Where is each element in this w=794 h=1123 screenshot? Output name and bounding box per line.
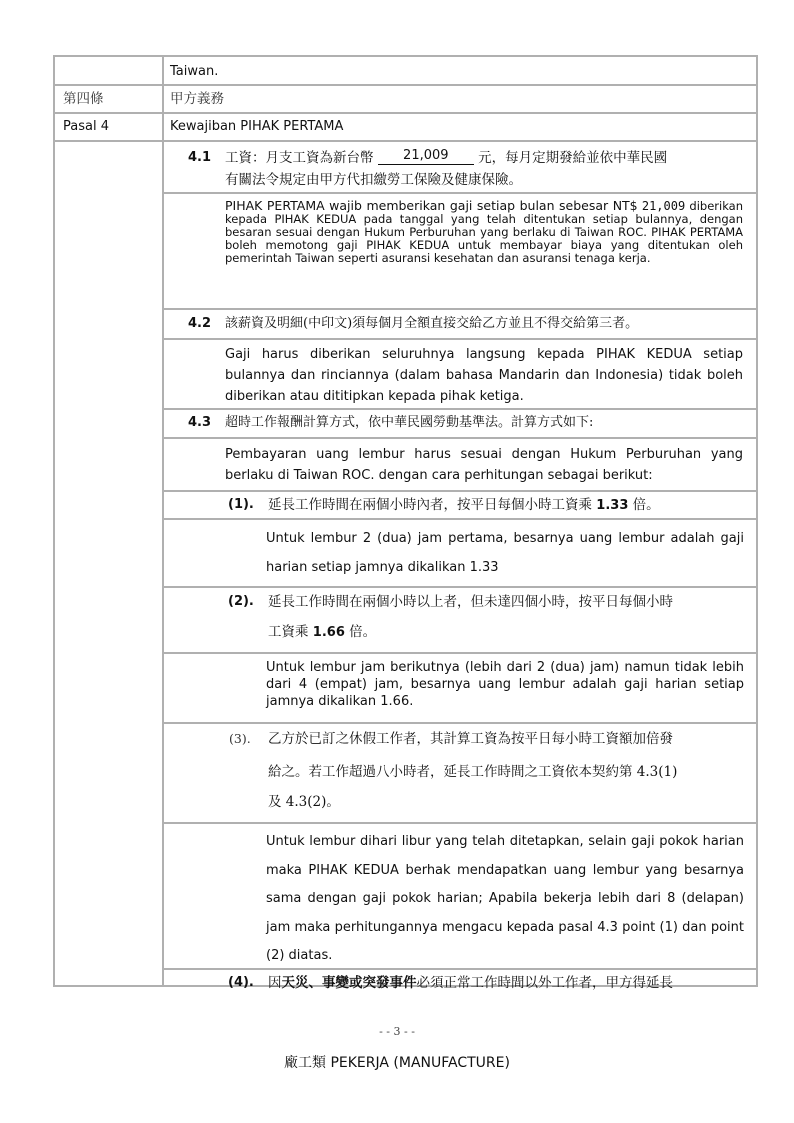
- sub-clause-2-cn-line2: [268, 624, 376, 641]
- row-divider: [164, 822, 756, 824]
- sub-clause-3-id: Untuk lembur dihari libur yang telah ditetapkan, selain gaji pokok harian maka PIHAK KEDUA berhak mendapatkan uang lembur yang besarnya sama dengan gaji pokok harian; Apabila bekerja lebih dari 8 (delapan) jam maka perhitungannya mengacu kepada pasal 4.3 point (1) dan point (2) diatas.: [266, 834, 744, 963]
- clause-4-1-cn-line2: 有關法令規定由甲方代扣繳勞工保險及健康保險。: [225, 172, 522, 188]
- clause-4-1-cn-line1: [225, 150, 667, 168]
- clause-number: 4.1: [188, 150, 212, 165]
- sub-clause-2-id: Untuk lembur jam berikutnya (lebih dari 2 (dua) jam) namun tidak lebih dari 4 (empat) jam, besarnya uang lembur adalah gaji harian setiap jamnya dikalikan 1.66.: [266, 660, 744, 709]
- sub-clause-3-cn-line1: 乙方於已訂之休假工作者，其計算工資為按平日每小時工資額加倍發: [268, 731, 673, 747]
- row-divider: [164, 490, 756, 492]
- clause-text: 因: [268, 975, 282, 991]
- sub-clause-1-cn: [268, 497, 660, 514]
- clause-text: 延長工作時間在兩個小時內者，按平日每個小時工資乘: [268, 497, 592, 513]
- row-divider: [164, 652, 756, 654]
- footer-label: 廠工類 PEKERJA (MANUFACTURE): [284, 1055, 510, 1071]
- row-divider: [55, 84, 756, 86]
- article-label-cn: 第四條: [63, 91, 104, 107]
- row-divider: [164, 192, 756, 194]
- sub-clause-4-cn: [268, 975, 673, 991]
- article-label-id: Pasal 4: [63, 119, 109, 134]
- sub-clause-number: (4).: [228, 975, 254, 990]
- row-divider: [55, 140, 756, 142]
- clause-text: 必須正常工作時間以外工作者，甲方得延長: [416, 975, 673, 991]
- row-divider: [164, 338, 756, 340]
- article-title-cn: 甲方義務: [170, 91, 224, 107]
- row-divider: [164, 586, 756, 588]
- clause-4-1-id: [225, 199, 743, 265]
- column-divider: [162, 57, 164, 985]
- sub-clause-number: (3).: [229, 731, 251, 746]
- row-divider: [164, 518, 756, 520]
- row-text-taiwan: Taiwan.: [170, 64, 219, 79]
- sub-clause-number: (1).: [228, 497, 254, 512]
- row-divider: [164, 437, 756, 439]
- clause-4-2-cn: 該薪資及明細(中印文)須每個月全額直接交給乙方並且不得交給第三者。: [225, 316, 639, 331]
- clause-number: 4.2: [188, 316, 212, 331]
- clause-4-3-id: Pembayaran uang lembur harus sesuai dengan Hukum Perburuhan yang berlaku di Taiwan ROC. dengan cara perhitungan sebagai berikut:: [225, 447, 743, 483]
- sub-clause-number: (2).: [228, 594, 254, 609]
- row-divider: [164, 408, 756, 410]
- article-title-id: Kewajiban PIHAK PERTAMA: [170, 119, 344, 134]
- clause-text: 元，每月定期發給並依中華民國: [478, 150, 668, 166]
- clause-text: diberikan kepada PIHAK KEDUA pada tanggal yang telah ditentukan setiap bulannya, dengan besaran sesuai dengan Hukum Perburuhan yang berlaku di Taiwan ROC. PIHAK PERTAMA boleh memotong gaji PIHAK KEDUA untuk membayar biaya yang ditentukan oleh pemerintah Taiwan seperti asuransi kesehatan dan asuransi tenaga kerja.: [225, 199, 743, 265]
- rate-value: 1.33: [596, 498, 629, 513]
- clause-4-2-id: Gaji harus diberikan seluruhnya langsung kepada PIHAK KEDUA setiap bulannya dan rinciannya (dalam bahasa Mandarin dan Indonesia) tidak boleh diberikan atau dititipkan kepada pihak ketiga.: [225, 347, 743, 404]
- clause-text: PIHAK PERTAMA wajib memberikan gaji setiap bulan sebesar NT$: [225, 198, 638, 213]
- clause-text-bold: 天災、事變或突發事件: [281, 975, 417, 991]
- clause-4-3-cn: 超時工作報酬計算方式，依中華民國勞動基準法。計算方式如下:: [225, 415, 594, 430]
- salary-amount: 21,009: [378, 148, 474, 165]
- clause-text: 工資乘: [268, 624, 309, 640]
- clause-text: 倍。: [632, 497, 660, 513]
- sub-clause-2-cn-line1: 延長工作時間在兩個小時以上者，但未達四個小時，按平日每個小時: [268, 594, 673, 610]
- row-divider: [164, 722, 756, 724]
- rate-value: 1.66: [312, 625, 345, 640]
- row-divider: [55, 112, 756, 114]
- clause-text: 工資：月支工資為新台幣: [225, 150, 374, 166]
- page-number: - - 3 - -: [379, 1025, 415, 1038]
- clause-number: 4.3: [188, 415, 212, 430]
- sub-clause-3-cn-line3: 及 4.3(2)。: [268, 794, 340, 810]
- salary-amount-id: 21,009: [641, 199, 686, 213]
- row-divider: [164, 308, 756, 310]
- sub-clause-3-cn-line2: 給之。若工作超過八小時者，延長工作時間之工資依本契約第 4.3(1): [268, 764, 678, 780]
- sub-clause-1-id: Untuk lembur 2 (dua) jam pertama, besarnya uang lembur adalah gaji harian setiap jamnya dikalikan 1.33: [266, 531, 744, 575]
- clause-text: 倍。: [349, 624, 377, 640]
